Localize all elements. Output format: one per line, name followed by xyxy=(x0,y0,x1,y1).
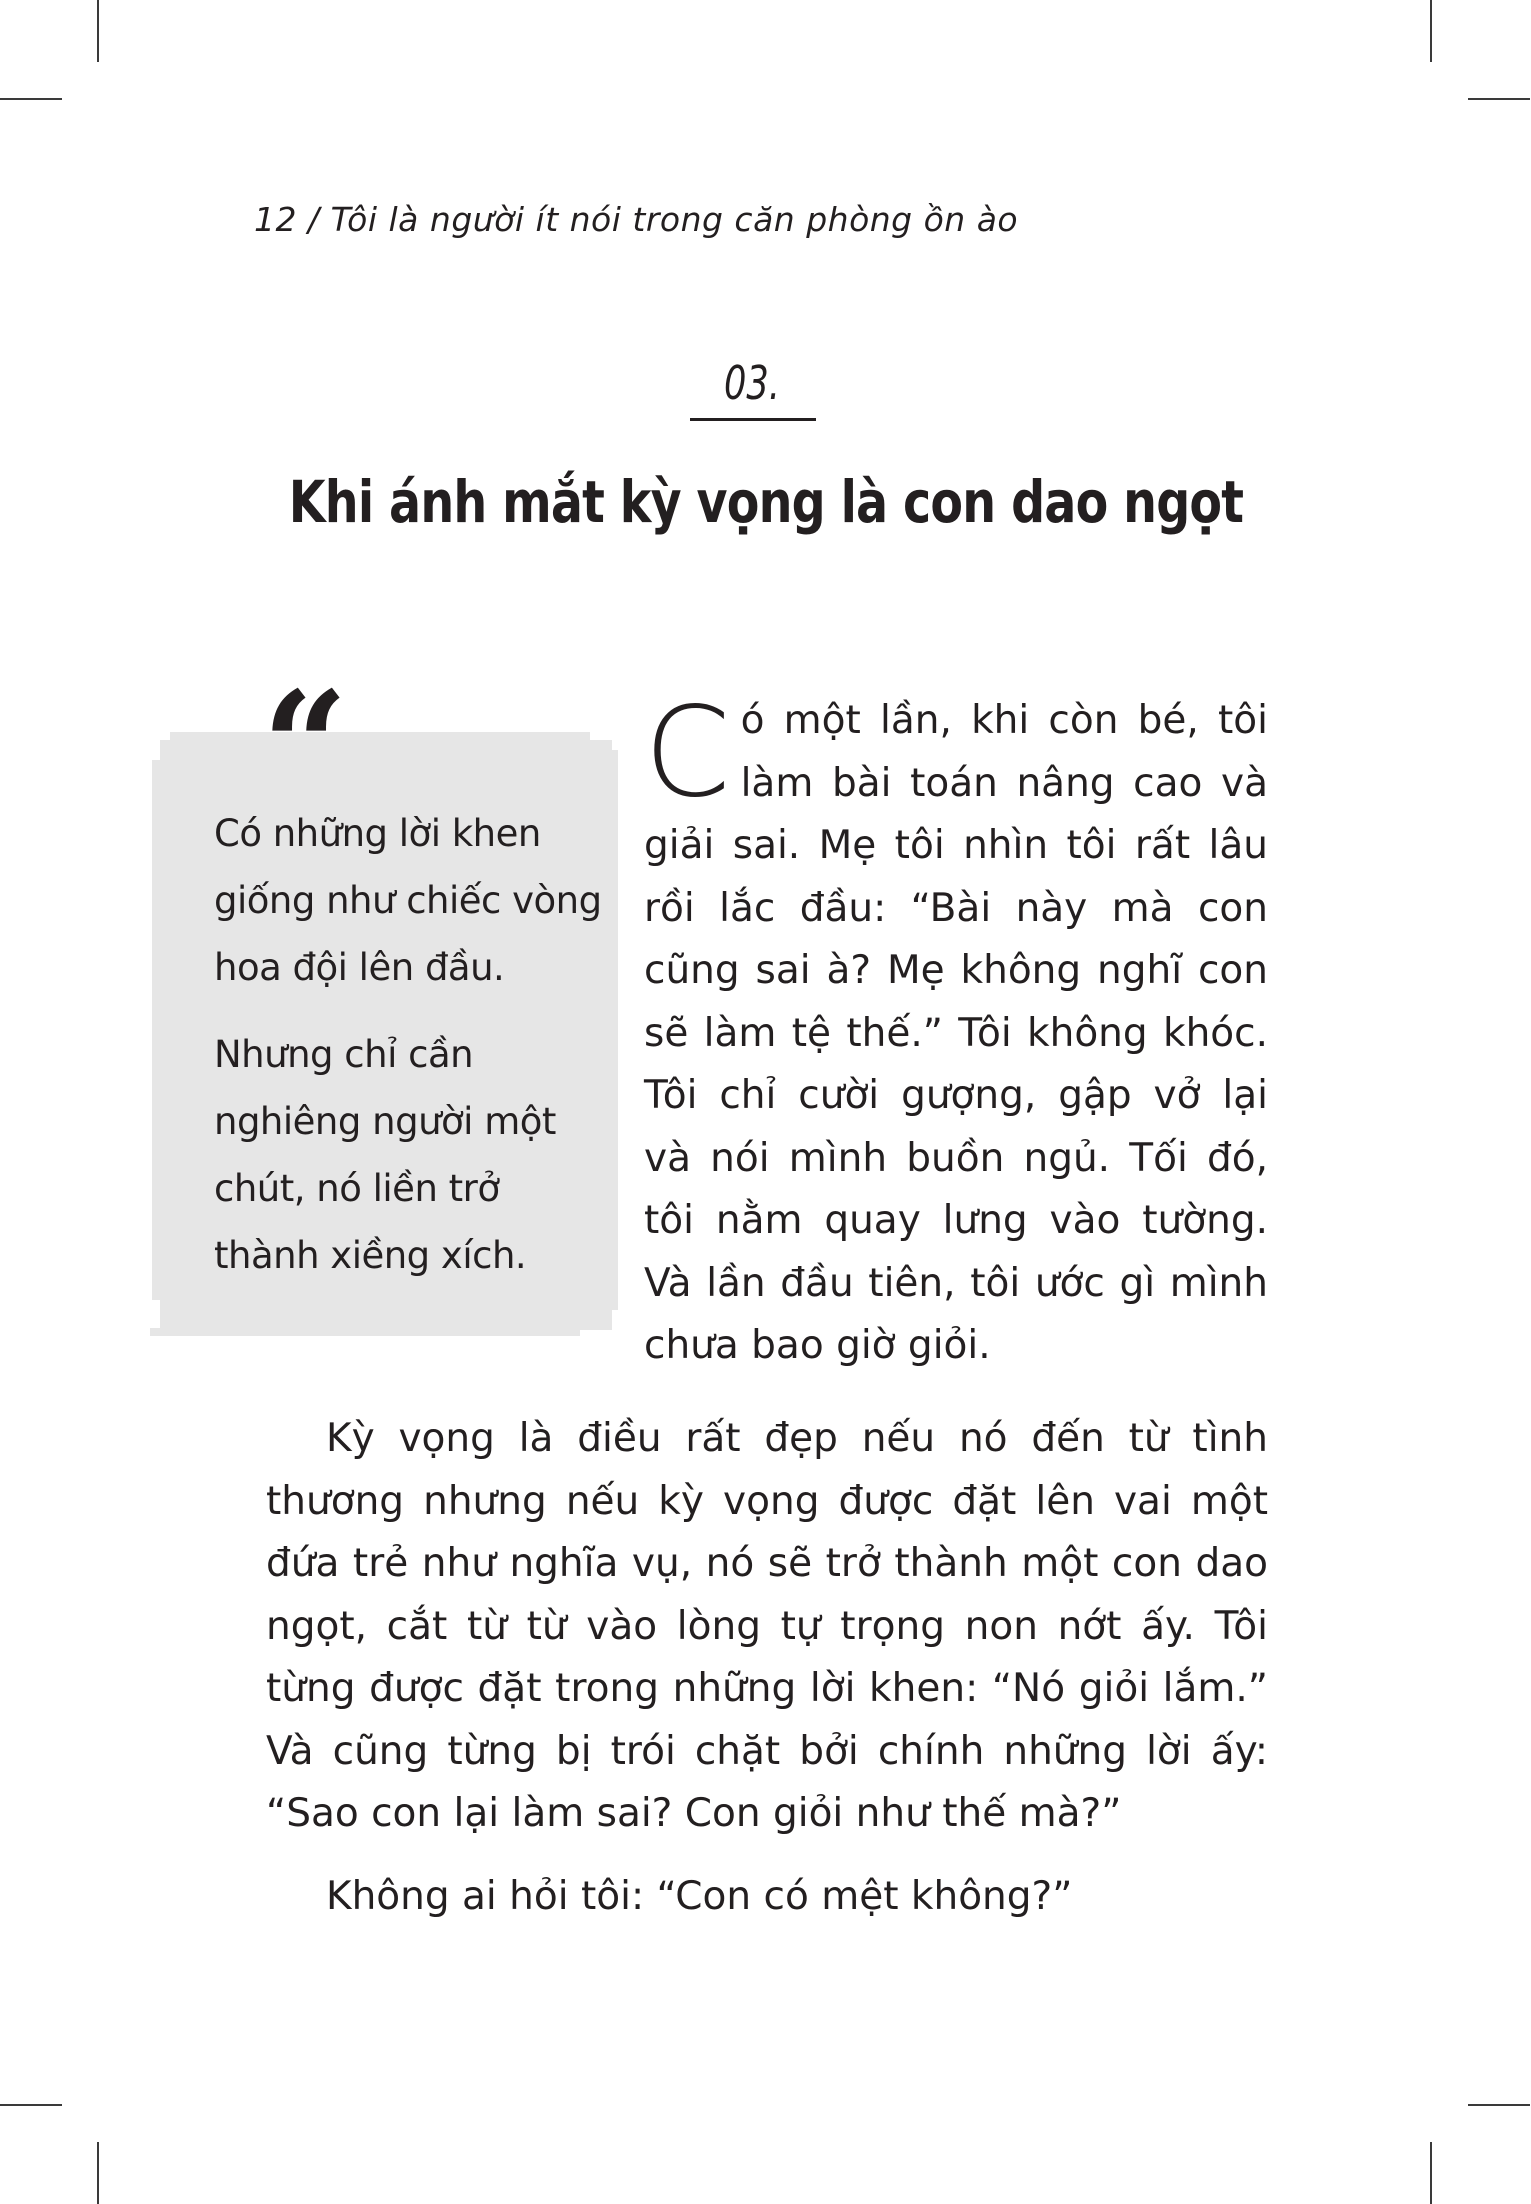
crop-mark-bottom-right-h xyxy=(1468,2104,1530,2106)
chapter-title xyxy=(0,468,1531,536)
crop-mark-top-left xyxy=(97,0,99,62)
drop-cap: C xyxy=(644,681,731,825)
paragraph-1-text: ó một lần, khi còn bé, tôi làm bài toán nâng cao và giải sai. Mẹ tôi nhìn tôi rất lâu rồi lắc đầu: “Bài này mà con cũng sai à? Mẹ không nghĩ con sẽ làm tệ thế.” Tôi không khóc. Tôi chỉ cười gượng, gập vở lại và nói mình buồn ngủ. Tối đó, tôi nằm quay lưng vào tường. Và lần đầu tiên, tôi ước gì mình chưa bao giờ giỏi. xyxy=(644,698,1268,1368)
crop-mark-bottom-right xyxy=(1430,2142,1432,2204)
chapter-title-text: Khi ánh mắt kỳ vọng là con dao ngọt xyxy=(288,468,1243,536)
crop-mark-top-left-h xyxy=(0,98,62,100)
crop-mark-top-right xyxy=(1430,0,1432,62)
quote-mark-icon: “ xyxy=(262,659,349,835)
brush-edge-top xyxy=(170,732,590,742)
paragraph-3: Không ai hỏi tôi: “Con có mệt không?” xyxy=(326,1874,1073,1919)
crop-mark-bottom-left-h xyxy=(0,2104,62,2106)
brush-edge-bottom xyxy=(150,1328,580,1336)
chapter-number: 03. xyxy=(724,356,780,410)
crop-mark-top-right-h xyxy=(1468,98,1530,100)
pull-quote-line-1: Có những lời khen giống như chiếc vòng hoa đội lên đầu. xyxy=(214,812,602,989)
chapter-rule xyxy=(690,418,816,421)
paragraph-1 xyxy=(644,681,1268,1378)
crop-mark-bottom-left xyxy=(97,2142,99,2204)
running-head: 12 / Tôi là người ít nói trong căn phòng ồn ào xyxy=(254,200,1019,239)
brush-edge-left xyxy=(152,760,162,1300)
pull-quote-text xyxy=(214,800,614,1289)
pull-quote-line-2: Nhưng chỉ cần nghiêng người một chút, nó liền trở thành xiềng xích. xyxy=(214,1033,556,1277)
paragraph-2: Kỳ vọng là điều rất đẹp nếu nó đến từ tình thương nhưng nếu kỳ vọng được đặt lên vai một đứa trẻ như nghĩa vụ, nó sẽ trở thành một con dao ngọt, cắt từ từ vào lòng tự trọng non nớt ấy. Tôi từng được đặt trong những lời khen: “Nó giỏi lắm.” Và cũng từng bị trói chặt bởi chính những lời ấy: “Sao con lại làm sai? Con giỏi như thế mà?” xyxy=(266,1416,1268,1836)
